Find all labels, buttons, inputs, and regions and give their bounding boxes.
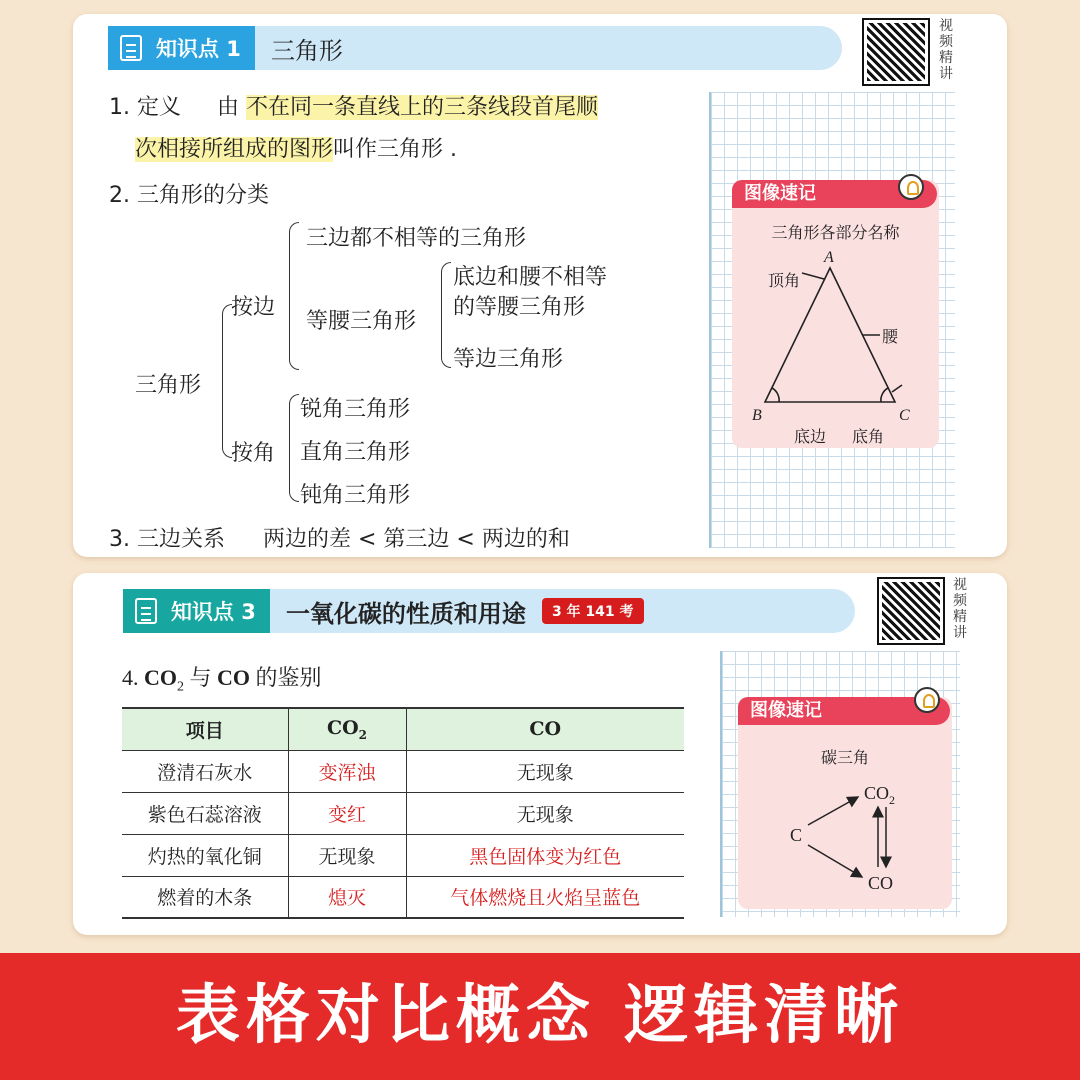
knowledge-card-co (73, 573, 1007, 935)
tree-obtuse: 钝角三角形 (300, 483, 411, 508)
label-C: C (790, 825, 803, 845)
label-apex-angle: 顶角 (768, 273, 801, 290)
card-header (123, 589, 855, 633)
knowledge-tag (123, 589, 270, 633)
label-B: B (752, 407, 762, 424)
col-co2-header: $CO_2$ (288, 708, 406, 750)
cell-co: 气体燃烧且火焰呈蓝色 (406, 876, 684, 918)
comparison-table (122, 707, 684, 919)
memo-header: 图像速记 (732, 180, 937, 208)
arrow-c-to-co (808, 845, 862, 877)
cell-co: 无现象 (406, 792, 684, 834)
relation-label: 3. 三边关系 (109, 527, 225, 552)
memo-header: 图像速记 (738, 697, 950, 725)
card-title: 一氧化碳的性质和用途 (285, 599, 526, 628)
relation-text: 两边的差 < 第三边 < 两边的和 (262, 527, 570, 552)
table-row (122, 876, 684, 918)
base-angle-b-arc (772, 388, 779, 402)
memo-box (738, 697, 952, 909)
cell-co2: 熄灭 (288, 876, 406, 918)
base-angle-c-arc (881, 388, 888, 402)
cell-co2: 变浑浊 (288, 750, 406, 792)
label-leg: 腰 (882, 329, 899, 346)
definition-suffix: 叫作三角形 . (333, 137, 458, 162)
carbon-triangle-diagram (738, 697, 952, 909)
definition-label: 1. 定义 (109, 95, 181, 120)
definition-prefix: 由 (216, 95, 239, 120)
table-row (122, 750, 684, 792)
cell-item: 灼热的氧化铜 (122, 834, 288, 876)
tree-scalene: 三边都不相等的三角形 (306, 226, 527, 251)
document-icon (120, 35, 142, 61)
label-A: A (824, 249, 834, 266)
base-angle-pointer (892, 385, 902, 392)
cell-item: 澄清石灰水 (122, 750, 288, 792)
memo-box (732, 180, 939, 448)
tree-right: 直角三角形 (300, 440, 411, 465)
definition-highlight-1: 不在同一条直线上的三条线段首尾顺 (246, 95, 599, 120)
cell-co2: 无现象 (288, 834, 406, 876)
label-base: 底边 (794, 429, 827, 446)
label-CO2: $CO_2$ (864, 783, 896, 807)
video-lecture-label: 视频精讲 (953, 577, 967, 641)
cell-item: 燃着的木条 (122, 876, 288, 918)
card-title: 三角形 (270, 36, 343, 65)
document-icon (135, 598, 157, 624)
knowledge-tag (108, 26, 255, 70)
col-item-header: 项目 (122, 708, 288, 750)
tag-label: 知识点 1 (156, 37, 241, 61)
label-C: C (899, 407, 910, 424)
table-row (122, 792, 684, 834)
cell-item: 紫色石蕊溶液 (122, 792, 288, 834)
cell-co: 黑色固体变为红色 (406, 834, 684, 876)
col-co-header: CO (406, 708, 684, 750)
tree-acute: 锐角三角形 (300, 397, 411, 422)
carbon-triangle-arrows (808, 797, 886, 877)
tree-iso-unequal-1: 底边和腰不相等 (453, 265, 608, 290)
knowledge-card-triangle (73, 14, 1007, 557)
tree-isosceles: 等腰三角形 (306, 309, 417, 334)
tree-root: 三角形 (135, 373, 202, 398)
brace-by-angle (289, 394, 299, 502)
brace-isosceles (441, 262, 451, 368)
definition-highlight-2: 次相接所组成的图形 (135, 137, 334, 162)
tree-equilateral: 等边三角形 (453, 347, 564, 372)
tree-by-side: 按边 (231, 295, 276, 320)
brace-by-side (289, 222, 299, 370)
identification-heading: 4. $CO_2$ 与 CO 的鉴别 (122, 665, 322, 695)
definition-line-2 (135, 132, 457, 163)
brace-root (222, 304, 232, 458)
cell-co2: 变红 (288, 792, 406, 834)
classification-heading: 2. 三角形的分类 (109, 183, 269, 208)
cell-co: 无现象 (406, 750, 684, 792)
memo-subtitle: 三角形各部分名称 (771, 223, 900, 242)
qr-code-icon[interactable] (864, 20, 928, 84)
qr-code-icon[interactable] (879, 579, 943, 643)
tag-label: 知识点 3 (171, 600, 256, 624)
card-header (108, 26, 842, 70)
table-row (122, 834, 684, 876)
apex-pointer (802, 273, 824, 279)
label-base-angle: 底角 (852, 429, 885, 446)
video-lecture-label: 视频精讲 (939, 18, 953, 82)
promo-banner: 表格对比概念 逻辑清晰 (0, 953, 1080, 1080)
table-header-row (122, 708, 684, 750)
exam-frequency-badge: 3 年 141 考 (542, 598, 644, 624)
side-relation (109, 522, 570, 553)
tree-iso-unequal-2: 的等腰三角形 (453, 295, 586, 320)
tree-by-angle: 按角 (231, 441, 276, 466)
arrow-c-to-co2 (808, 797, 858, 825)
triangle-diagram (732, 180, 939, 448)
definition-line-1 (109, 90, 598, 121)
label-CO: CO (868, 873, 894, 893)
memo-subtitle: 碳三角 (820, 748, 869, 767)
